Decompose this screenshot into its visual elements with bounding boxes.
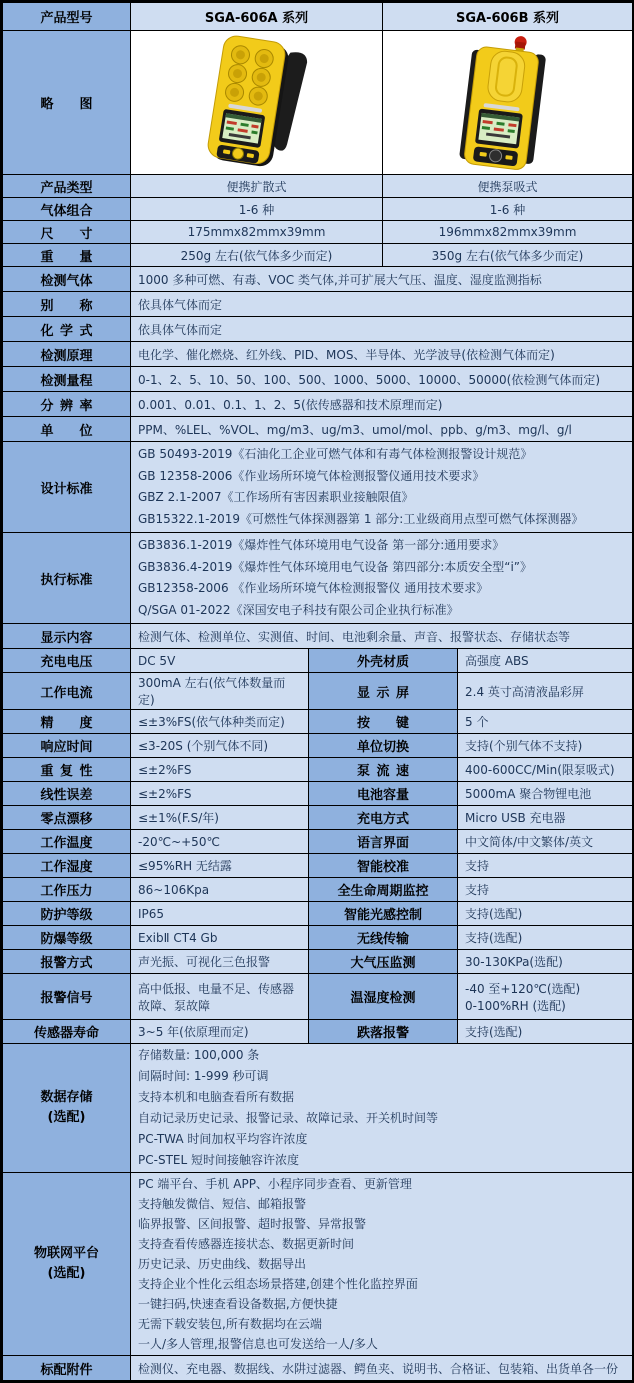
spec-label: 防护等级 (3, 902, 131, 926)
spec-label: 检测原理 (3, 342, 131, 367)
spec-value: DC 5V (131, 649, 309, 673)
series-b-title: SGA-606B 系列 (383, 3, 633, 31)
spec-value: 支持(个别气体不支持) (458, 734, 633, 758)
spec-value: 1000 多种可燃、有毒、VOC 类气体,并可扩展大气压、温度、湿度监测指标 (131, 267, 633, 292)
feature-line: 一键扫码,快速查看设备数据,方便快捷 (138, 1297, 338, 1311)
feature-line: 支持企业个性化云组态场景搭建,创建个性化监控界面 (138, 1277, 418, 1291)
table-row (3, 758, 633, 782)
spec-label: 跌落报警 (309, 1020, 458, 1044)
spec-value: ≤±2%FS (131, 782, 309, 806)
spec-label-iot-platform: 物联网平台 (选配) (3, 1173, 131, 1356)
spec-label: 线性误差 (3, 782, 131, 806)
spec-label: 智能校准 (309, 854, 458, 878)
spec-value-b: 便携泵吸式 (383, 175, 633, 198)
spec-label: 泵流速 (309, 758, 458, 782)
table-row (3, 782, 633, 806)
spec-label: 检测量程 (3, 367, 131, 392)
feature-line: 一人/多人管理,报警信息也可发送给一人/多人 (138, 1337, 378, 1351)
table-row (3, 244, 633, 267)
spec-label-data-storage: 数据存储 (选配) (3, 1044, 131, 1173)
spec-label: 重复性 (3, 758, 131, 782)
spec-label: 按键 (309, 710, 458, 734)
standard-line: GB12358-2006 《作业场所环境气体检测报警仪 通用技术要求》 (138, 581, 489, 595)
table-row (3, 974, 633, 1020)
feature-line: PC-TWA 时间加权平均容许浓度 (138, 1132, 308, 1146)
spec-label-design-standards: 设计标准 (3, 442, 131, 533)
spec-value: ≤95%RH 无结露 (131, 854, 309, 878)
spec-label: 化学式 (3, 317, 131, 342)
standard-line: Q/SGA 01-2022《深国安电子科技有限公司企业执行标准》 (138, 602, 459, 617)
table-row (3, 31, 633, 175)
spec-value: 支持(选配) (458, 1020, 633, 1044)
spec-value: 支持 (458, 878, 633, 902)
table-row (3, 198, 633, 221)
spec-label: 工作温度 (3, 830, 131, 854)
spec-value: 支持(选配) (458, 902, 633, 926)
table-row (3, 317, 633, 342)
spec-label: 工作电流 (3, 673, 131, 710)
spec-label: 别称 (3, 292, 131, 317)
spec-value-a: 便携扩散式 (131, 175, 383, 198)
table-row (3, 3, 633, 31)
gas-detector-b-illustration (383, 32, 633, 173)
table-row (3, 878, 633, 902)
spec-label: 分辨率 (3, 392, 131, 417)
spec-value: 声光振、可视化三色报警 (131, 950, 309, 974)
table-row (3, 830, 633, 854)
spec-label: 零点漂移 (3, 806, 131, 830)
table-row (3, 734, 633, 758)
spec-label: 显示屏 (309, 673, 458, 710)
table-row (3, 902, 633, 926)
spec-value (458, 974, 633, 1020)
feature-line: PC-STEL 短时间接触容许浓度 (138, 1153, 299, 1167)
spec-label: 精度 (3, 710, 131, 734)
feature-line: 支持查看传感器连接状态、数据更新时间 (138, 1237, 355, 1251)
spec-value: 30-130KPa(选配) (458, 950, 633, 974)
spec-value: ≤±3%FS(依气体种类而定) (131, 710, 309, 734)
spec-value: 电化学、催化燃烧、红外线、PID、MOS、半导体、光学波导(依检测气体而定) (131, 342, 633, 367)
spec-label: 温湿度检测 (309, 974, 458, 1020)
table-row (3, 1173, 633, 1356)
table-row (3, 1356, 633, 1381)
feature-line: 支持本机和电脑查看所有数据 (138, 1090, 295, 1104)
standard-line: GB3836.4-2019《爆炸性气体环境用电气设备 第四部分:本质安全型“i”》 (138, 559, 533, 574)
spec-value: 高中低报、电量不足、传感器故障、泵故障 (131, 974, 309, 1020)
spec-label: 充电方式 (309, 806, 458, 830)
spec-value-line: -40 至+120℃(选配) (465, 981, 581, 996)
spec-value: 5000mA 聚合物锂电池 (458, 782, 633, 806)
standard-line: GB 12358-2006《作业场所环境气体检测报警仪通用技术要求》 (138, 468, 485, 483)
spec-table (2, 2, 633, 1381)
spec-label: 电池容量 (309, 782, 458, 806)
spec-label: 大气压监测 (309, 950, 458, 974)
spec-value: 支持 (458, 854, 633, 878)
spec-label: 工作湿度 (3, 854, 131, 878)
spec-label-accessories: 标配附件 (3, 1356, 131, 1381)
standard-line: GB15322.1-2019《可燃性气体探测器第 1 部分:工业级商用点型可燃气体探测器》 (138, 511, 584, 526)
table-row (3, 926, 633, 950)
series-a-title: SGA-606A 系列 (131, 3, 383, 31)
spec-label: 传感器寿命 (3, 1020, 131, 1044)
spec-value: 中文简体/中文繁体/英文 (458, 830, 633, 854)
table-row (3, 710, 633, 734)
table-row (3, 854, 633, 878)
spec-label: 显示内容 (3, 624, 131, 649)
feature-line: 历史记录、历史曲线、数据导出 (138, 1257, 307, 1271)
table-row (3, 950, 633, 974)
row-label-sketch: 略图 (3, 31, 131, 175)
spec-value: ≤±2%FS (131, 758, 309, 782)
spec-value-b: 196mmx82mmx39mm (383, 221, 633, 244)
data-storage-features (131, 1044, 633, 1173)
feature-line: 支持触发微信、短信、邮箱报警 (138, 1197, 307, 1211)
spec-value: 2.4 英寸高清液晶彩屏 (458, 673, 633, 710)
gas-detector-a-illustration (132, 32, 382, 173)
table-row (3, 624, 633, 649)
spec-value: 86~106Kpa (131, 878, 309, 902)
spec-value-b: 1-6 种 (383, 198, 633, 221)
table-row (3, 533, 633, 624)
spec-value: ExibⅡ CT4 Gb (131, 926, 309, 950)
spec-value: Micro USB 充电器 (458, 806, 633, 830)
standard-line: GBZ 2.1-2007《工作场所有害因素职业接触限值》 (138, 490, 414, 504)
table-row (3, 221, 633, 244)
feature-line: 存储数量: 100,000 条 (138, 1048, 260, 1062)
spec-value: 检测气体、检测单位、实测值、时间、电池剩余量、声音、报警状态、存储状态等 (131, 624, 633, 649)
spec-label: 报警方式 (3, 950, 131, 974)
spec-label-exec-standards: 执行标准 (3, 533, 131, 624)
spec-value-b: 350g 左右(依气体多少而定) (383, 244, 633, 267)
spec-label: 产品类型 (3, 175, 131, 198)
table-row (3, 392, 633, 417)
table-row (3, 649, 633, 673)
feature-line: 间隔时间: 1-999 秒可调 (138, 1069, 269, 1083)
spec-value: 依具体气体而定 (131, 292, 633, 317)
feature-line: 临界报警、区间报警、超时报警、异常报警 (138, 1217, 367, 1231)
spec-value: -20℃~+50℃ (131, 830, 309, 854)
spec-label: 单位 (3, 417, 131, 442)
spec-label: 响应时间 (3, 734, 131, 758)
table-row (3, 267, 633, 292)
sga-606b-product-image (383, 31, 633, 175)
table-row (3, 806, 633, 830)
spec-value: PPM、%LEL、%VOL、mg/m3、ug/m3、umol/mol、ppb、g/m3、mg/l、g/l (131, 417, 633, 442)
accessories-value: 检测仪、充电器、数据线、水阱过滤器、鳄鱼夹、说明书、合格证、包装箱、出货单各一份 (131, 1356, 633, 1381)
spec-value: 0-1、2、5、10、50、100、500、1000、5000、10000、50000(依检测气体而定) (131, 367, 633, 392)
spec-label: 单位切换 (309, 734, 458, 758)
spec-label: 智能光感控制 (309, 902, 458, 926)
standard-line: GB3836.1-2019《爆炸性气体环境用电气设备 第一部分:通用要求》 (138, 538, 505, 552)
feature-line: 自动记录历史记录、报警记录、故障记录、开关机时间等 (138, 1111, 439, 1125)
spec-value: 0.001、0.01、0.1、1、2、5(依传感器和技术原理而定) (131, 392, 633, 417)
table-row (3, 1020, 633, 1044)
spec-value-a: 250g 左右(依气体多少而定) (131, 244, 383, 267)
feature-line: PC 端平台、手机 APP、小程序同步查看、更新管理 (138, 1177, 412, 1191)
sga-606a-product-image (131, 31, 383, 175)
exec-standards-list (131, 533, 633, 624)
spec-value: 支持(选配) (458, 926, 633, 950)
spec-value: 300mA 左右(依气体数量而定) (131, 673, 309, 710)
spec-label: 全生命周期监控 (309, 878, 458, 902)
table-row (3, 175, 633, 198)
spec-value: 400-600CC/Min(限泵吸式) (458, 758, 633, 782)
feature-line: 无需下载安装包,所有数据均在云端 (138, 1317, 322, 1331)
spec-value: IP65 (131, 902, 309, 926)
spec-label: 气体组合 (3, 198, 131, 221)
spec-value: 3~5 年(依原理而定) (131, 1020, 309, 1044)
spec-value: 5 个 (458, 710, 633, 734)
table-row (3, 673, 633, 710)
spec-label: 报警信号 (3, 974, 131, 1020)
spec-label: 无线传输 (309, 926, 458, 950)
spec-value: 依具体气体而定 (131, 317, 633, 342)
spec-value-line: 0-100%RH (选配) (465, 998, 566, 1013)
spec-value: ≤±1%(F.S/年) (131, 806, 309, 830)
spec-label: 工作压力 (3, 878, 131, 902)
table-row (3, 342, 633, 367)
spec-label: 语言界面 (309, 830, 458, 854)
table-row (3, 442, 633, 533)
standard-line: GB 50493-2019《石油化工企业可燃气体和有毒气体检测报警设计规范》 (138, 447, 533, 461)
table-row (3, 417, 633, 442)
table-row (3, 367, 633, 392)
spec-label: 充电电压 (3, 649, 131, 673)
design-standards-list (131, 442, 633, 533)
iot-platform-features (131, 1173, 633, 1356)
spec-value-a: 1-6 种 (131, 198, 383, 221)
spec-value-a: 175mmx82mmx39mm (131, 221, 383, 244)
table-row (3, 292, 633, 317)
spec-label: 防爆等级 (3, 926, 131, 950)
spec-label: 外壳材质 (309, 649, 458, 673)
table-row (3, 1044, 633, 1173)
spec-label: 重量 (3, 244, 131, 267)
spec-label: 尺寸 (3, 221, 131, 244)
spec-value: ≤3-20S (个别气体不同) (131, 734, 309, 758)
spec-value: 高强度 ABS (458, 649, 633, 673)
row-label-product-model: 产品型号 (3, 3, 131, 31)
spec-label: 检测气体 (3, 267, 131, 292)
